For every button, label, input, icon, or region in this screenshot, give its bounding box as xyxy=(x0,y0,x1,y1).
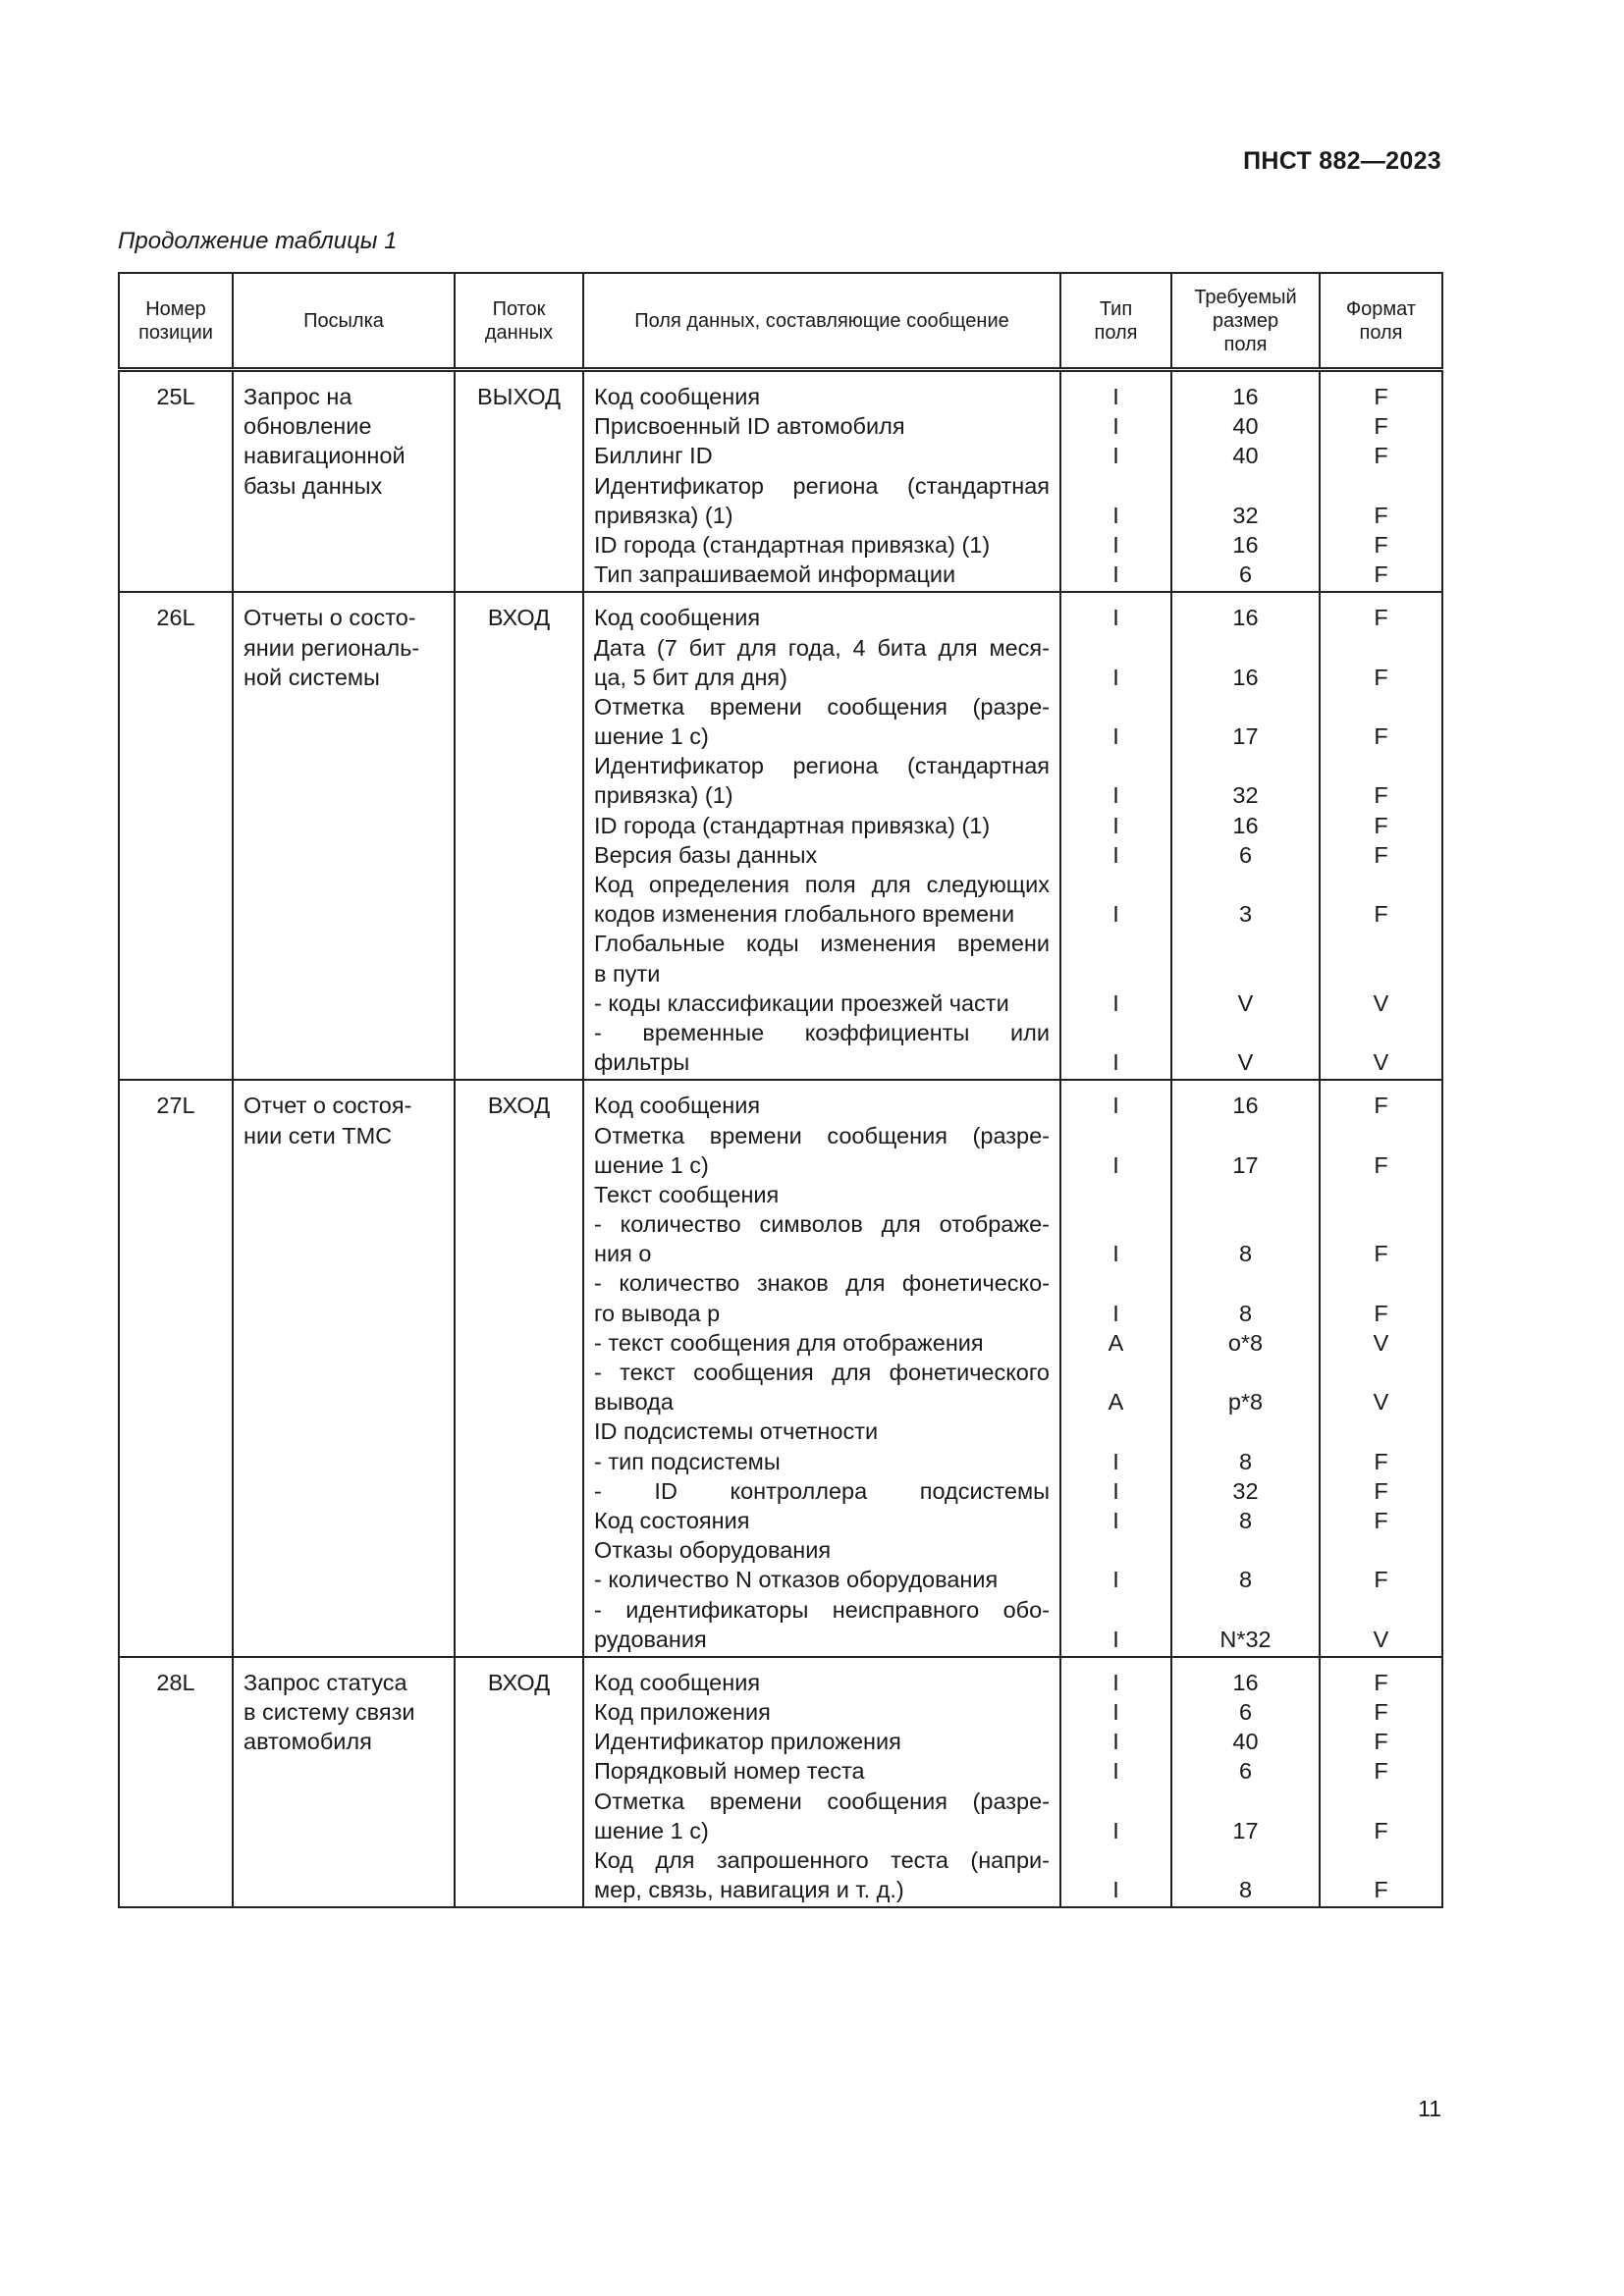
message-text: нии сети ТМС xyxy=(244,1122,393,1148)
data-field: го вывода р xyxy=(594,1300,721,1326)
position-number: 27L xyxy=(156,1093,195,1119)
message-text: Запрос статуса xyxy=(244,1669,407,1695)
field-size: 8 xyxy=(1238,1567,1253,1593)
column-header: Формат поля xyxy=(1320,273,1442,370)
data-field: Присвоенный ID автомобиля xyxy=(594,413,905,440)
field-type xyxy=(1071,692,1161,721)
field-size: 32 xyxy=(1232,782,1259,809)
data-table xyxy=(118,272,1443,1908)
table-row xyxy=(119,592,1442,1080)
table-body xyxy=(119,370,1442,1908)
field-format xyxy=(1330,1358,1432,1387)
field-type: I xyxy=(1112,561,1119,588)
field-format xyxy=(1330,751,1432,780)
position-number: 25L xyxy=(156,384,195,409)
message-cell xyxy=(233,1080,455,1657)
data-field: Отметка времени сообщения (разре- xyxy=(594,1122,1050,1148)
field-type: I xyxy=(1112,384,1119,409)
field-format: V xyxy=(1373,1626,1389,1652)
field-type: I xyxy=(1112,1093,1119,1119)
field-format: F xyxy=(1374,841,1388,868)
field-type-cell xyxy=(1060,1657,1171,1908)
field-size-cell xyxy=(1171,1080,1320,1657)
field-size: o*8 xyxy=(1227,1329,1264,1356)
data-field: Текст сообщения xyxy=(594,1181,780,1207)
position-number-cell xyxy=(119,1657,233,1908)
data-field: Биллинг ID xyxy=(594,443,713,469)
data-field: Код для запрошенного теста (напри- xyxy=(594,1847,1050,1873)
field-size: 16 xyxy=(1232,1093,1259,1119)
table-row xyxy=(119,1657,1442,1908)
data-field: Дата (7 бит для года, 4 бита для меся- xyxy=(594,634,1050,661)
data-field: Глобальные коды изменения времени xyxy=(594,931,1050,957)
field-type xyxy=(1071,751,1161,780)
field-format: F xyxy=(1374,664,1388,690)
document-code: ПНСТ 882—2023 xyxy=(1243,147,1441,175)
message-text: Запрос на xyxy=(244,384,352,409)
data-flow-cell xyxy=(455,1080,583,1657)
data-field: Версия базы данных xyxy=(594,841,818,868)
field-size xyxy=(1182,1535,1309,1565)
field-type: I xyxy=(1112,1477,1119,1504)
field-size: 8 xyxy=(1238,1507,1253,1533)
field-size: 40 xyxy=(1232,1729,1259,1755)
field-size: 3 xyxy=(1238,901,1253,928)
field-size xyxy=(1182,929,1309,958)
field-size: 16 xyxy=(1232,812,1259,838)
field-format xyxy=(1330,959,1432,988)
field-type: I xyxy=(1112,1729,1119,1755)
field-format: V xyxy=(1373,1049,1389,1076)
data-field: ния о xyxy=(594,1241,652,1267)
field-size: V xyxy=(1237,1049,1254,1076)
message-text: базы данных xyxy=(244,472,383,499)
field-format: F xyxy=(1374,901,1388,928)
message-text: янии региональ- xyxy=(244,634,420,661)
field-format: F xyxy=(1374,1151,1388,1178)
field-type: I xyxy=(1112,1758,1119,1785)
field-format: V xyxy=(1373,989,1389,1016)
field-size: 17 xyxy=(1232,1817,1259,1843)
field-type xyxy=(1071,1209,1161,1239)
field-size: 8 xyxy=(1238,1448,1253,1474)
field-format: F xyxy=(1374,1567,1388,1593)
message-text: Отчеты о состо- xyxy=(244,605,416,631)
field-type xyxy=(1071,929,1161,958)
field-size: V xyxy=(1237,989,1254,1016)
data-field: Код сообщения xyxy=(594,605,761,631)
field-type: I xyxy=(1112,1151,1119,1178)
field-format-cell xyxy=(1320,1657,1442,1908)
field-format: F xyxy=(1374,1477,1388,1504)
field-type xyxy=(1071,959,1161,988)
field-type: I xyxy=(1112,664,1119,690)
field-format: F xyxy=(1374,605,1388,631)
message-cell xyxy=(233,592,455,1080)
field-format: F xyxy=(1374,443,1388,469)
field-size: 8 xyxy=(1238,1241,1253,1267)
data-field: Порядковый номер теста xyxy=(594,1758,865,1785)
message-text: в систему связи xyxy=(244,1699,415,1726)
message-text: обновление xyxy=(244,413,372,440)
field-type: I xyxy=(1112,989,1119,1016)
data-field: Идентификатор приложения xyxy=(594,1729,901,1755)
field-type: I xyxy=(1112,1567,1119,1593)
field-type: I xyxy=(1112,502,1119,528)
field-size-cell xyxy=(1171,370,1320,593)
field-format: F xyxy=(1374,1699,1388,1726)
message-text: навигационной xyxy=(244,443,406,469)
field-type-cell xyxy=(1060,1080,1171,1657)
field-type: I xyxy=(1112,782,1119,809)
data-field: шение 1 с) xyxy=(594,1817,709,1843)
field-format xyxy=(1330,1268,1432,1298)
data-field: Код состояния xyxy=(594,1507,750,1533)
field-size-cell xyxy=(1171,592,1320,1080)
field-type: A xyxy=(1108,1329,1124,1356)
field-type: I xyxy=(1112,1049,1119,1076)
field-type: I xyxy=(1112,1448,1119,1474)
data-field: Отказы оборудования xyxy=(594,1537,832,1564)
data-field: - количество N отказов оборудования xyxy=(594,1567,999,1593)
field-size xyxy=(1182,1358,1309,1387)
data-field: шение 1 с) xyxy=(594,723,709,750)
field-type xyxy=(1071,1787,1161,1816)
data-field: - коды классификации проезжей части xyxy=(594,989,1009,1016)
column-header: Требуемый размер поля xyxy=(1171,273,1320,370)
field-format xyxy=(1330,633,1432,663)
data-field: Тип запрашиваемой информации xyxy=(594,561,956,588)
message-cell xyxy=(233,1657,455,1908)
data-field: - тип подсистемы xyxy=(594,1448,781,1474)
field-size xyxy=(1182,870,1309,899)
table-header xyxy=(119,273,1442,370)
field-size: 40 xyxy=(1232,443,1259,469)
field-format: F xyxy=(1374,1448,1388,1474)
field-format: F xyxy=(1374,723,1388,750)
field-format xyxy=(1330,1209,1432,1239)
column-header: Поля данных, составляющие сообщение xyxy=(583,273,1060,370)
position-number-cell xyxy=(119,592,233,1080)
data-field: фильтры xyxy=(594,1049,690,1076)
table-caption: Продолжение таблицы 1 xyxy=(118,228,398,254)
field-size: N*32 xyxy=(1219,1626,1272,1652)
field-type xyxy=(1071,1416,1161,1446)
data-flow-cell xyxy=(455,370,583,593)
data-field: ID города (стандартная привязка) (1) xyxy=(594,812,991,838)
data-field: мер, связь, навигация и т. д.) xyxy=(594,1877,904,1903)
field-format: F xyxy=(1374,1729,1388,1755)
position-number: 28L xyxy=(156,1669,195,1695)
field-format: F xyxy=(1374,1758,1388,1785)
field-format: F xyxy=(1374,812,1388,838)
data-field: Идентификатор региона (стандартная xyxy=(594,472,1050,499)
data-field: привязка) (1) xyxy=(594,782,733,809)
field-size xyxy=(1182,692,1309,721)
field-size xyxy=(1182,1595,1309,1625)
field-size: 32 xyxy=(1232,1477,1259,1504)
field-type xyxy=(1071,633,1161,663)
data-field: - количество знаков для фонетическо- xyxy=(594,1270,1050,1297)
field-format: F xyxy=(1374,531,1388,558)
field-size: 32 xyxy=(1232,502,1259,528)
data-field: привязка) (1) xyxy=(594,502,733,528)
field-format xyxy=(1330,1121,1432,1150)
field-size xyxy=(1182,751,1309,780)
field-type: I xyxy=(1112,413,1119,440)
field-format xyxy=(1330,1595,1432,1625)
field-size: 6 xyxy=(1238,1758,1253,1785)
field-size: p*8 xyxy=(1227,1389,1264,1415)
field-format-cell xyxy=(1320,592,1442,1080)
field-type xyxy=(1071,1595,1161,1625)
field-format-cell xyxy=(1320,370,1442,593)
field-format xyxy=(1330,1018,1432,1047)
field-size: 40 xyxy=(1232,413,1259,440)
field-size xyxy=(1182,959,1309,988)
data-field: - идентификаторы неисправного обо- xyxy=(594,1596,1050,1623)
field-type: I xyxy=(1112,1699,1119,1726)
field-type: I xyxy=(1112,1669,1119,1695)
data-field: - текст сообщения для фонетического xyxy=(594,1360,1050,1385)
data-field: Код приложения xyxy=(594,1699,771,1726)
data-fields-cell xyxy=(583,592,1060,1080)
field-type xyxy=(1071,1358,1161,1387)
field-size-cell xyxy=(1171,1657,1320,1908)
field-format xyxy=(1330,1787,1432,1816)
field-type: I xyxy=(1112,443,1119,469)
field-size xyxy=(1182,1209,1309,1239)
field-size: 16 xyxy=(1232,1669,1259,1695)
field-format: F xyxy=(1374,1669,1388,1695)
field-type-cell xyxy=(1060,370,1171,593)
field-format: F xyxy=(1374,1507,1388,1533)
field-size: 16 xyxy=(1232,531,1259,558)
data-flow: ВХОД xyxy=(487,605,551,631)
field-type xyxy=(1071,1180,1161,1209)
field-type xyxy=(1071,1535,1161,1565)
data-flow: ВХОД xyxy=(487,1093,551,1119)
data-field: рудования xyxy=(594,1626,707,1652)
data-field: шение 1 с) xyxy=(594,1151,709,1178)
field-type: I xyxy=(1112,723,1119,750)
field-size xyxy=(1182,471,1309,501)
data-field: Код определения поля для следующих xyxy=(594,872,1050,897)
field-size: 6 xyxy=(1238,841,1253,868)
data-flow: ВХОД xyxy=(487,1669,551,1695)
field-size: 16 xyxy=(1232,605,1259,631)
message-text: автомобиля xyxy=(244,1729,372,1755)
data-field: Идентификатор региона (стандартная xyxy=(594,753,1050,779)
data-field: Отметка времени сообщения (разре- xyxy=(594,1788,1050,1814)
field-size xyxy=(1182,1018,1309,1047)
field-format xyxy=(1330,471,1432,501)
field-format: F xyxy=(1374,384,1388,409)
data-fields-cell xyxy=(583,1080,1060,1657)
field-format xyxy=(1330,1845,1432,1875)
data-field: ID города (стандартная привязка) (1) xyxy=(594,531,991,558)
field-format: F xyxy=(1374,502,1388,528)
field-size: 16 xyxy=(1232,384,1259,409)
field-type xyxy=(1071,471,1161,501)
data-field: - текст сообщения для отображения xyxy=(594,1329,984,1356)
field-size xyxy=(1182,633,1309,663)
field-type: I xyxy=(1112,812,1119,838)
data-flow-cell xyxy=(455,592,583,1080)
position-number-cell xyxy=(119,370,233,593)
field-format-cell xyxy=(1320,1080,1442,1657)
field-type: I xyxy=(1112,1626,1119,1652)
field-type: I xyxy=(1112,605,1119,631)
field-type-cell xyxy=(1060,592,1171,1080)
field-format: F xyxy=(1374,1093,1388,1119)
field-type xyxy=(1071,1268,1161,1298)
data-field: - временные коэффициенты или xyxy=(594,1019,1050,1045)
column-header: Номер позиции xyxy=(119,273,233,370)
field-size: 8 xyxy=(1238,1877,1253,1903)
data-field: - ID контроллера подсистемы xyxy=(594,1477,1050,1504)
field-type xyxy=(1071,870,1161,899)
field-size xyxy=(1182,1121,1309,1150)
field-format: F xyxy=(1374,561,1388,588)
data-field: вывода xyxy=(594,1389,674,1415)
field-type: I xyxy=(1112,1817,1119,1843)
field-type: I xyxy=(1112,841,1119,868)
data-field: Код сообщения xyxy=(594,1093,761,1119)
data-fields-cell xyxy=(583,370,1060,593)
field-size: 6 xyxy=(1238,1699,1253,1726)
data-flow-cell xyxy=(455,1657,583,1908)
field-size: 17 xyxy=(1232,723,1259,750)
field-size xyxy=(1182,1180,1309,1209)
table-row xyxy=(119,1080,1442,1657)
message-text: Отчет о состоя- xyxy=(244,1093,412,1119)
field-type: I xyxy=(1112,531,1119,558)
table-row xyxy=(119,370,1442,593)
field-format: F xyxy=(1374,1877,1388,1903)
data-field: - количество символов для отображе- xyxy=(594,1211,1050,1238)
message-text: ной системы xyxy=(244,664,380,690)
message-cell xyxy=(233,370,455,593)
field-format xyxy=(1330,1416,1432,1446)
data-field: Код сообщения xyxy=(594,384,761,409)
field-size: 17 xyxy=(1232,1151,1259,1178)
field-format xyxy=(1330,1180,1432,1209)
field-size: 6 xyxy=(1238,561,1253,588)
data-field: кодов изменения глобального времени xyxy=(594,901,1015,928)
field-format: F xyxy=(1374,1817,1388,1843)
field-size: 8 xyxy=(1238,1300,1253,1326)
field-format: V xyxy=(1373,1329,1389,1356)
field-format: F xyxy=(1374,782,1388,809)
data-field: в пути xyxy=(594,960,661,987)
field-type: A xyxy=(1108,1389,1124,1415)
field-format: F xyxy=(1374,1300,1388,1326)
column-header: Поток данных xyxy=(455,273,583,370)
field-size xyxy=(1182,1268,1309,1298)
data-field: Код сообщения xyxy=(594,1669,761,1695)
field-size: 16 xyxy=(1232,664,1259,690)
field-type: I xyxy=(1112,1241,1119,1267)
field-type: I xyxy=(1112,1507,1119,1533)
header-row xyxy=(119,273,1442,370)
data-field: Отметка времени сообщения (разре- xyxy=(594,693,1050,720)
field-format xyxy=(1330,692,1432,721)
field-type xyxy=(1071,1018,1161,1047)
field-type: I xyxy=(1112,1300,1119,1326)
page-number: 11 xyxy=(1418,2096,1441,2121)
position-number: 26L xyxy=(156,605,195,631)
data-field: ца, 5 бит для дня) xyxy=(594,664,787,690)
column-header: Тип поля xyxy=(1060,273,1171,370)
field-type xyxy=(1071,1845,1161,1875)
field-size xyxy=(1182,1845,1309,1875)
data-flow: ВЫХОД xyxy=(476,384,562,409)
field-format: F xyxy=(1374,1241,1388,1267)
field-format: F xyxy=(1374,413,1388,440)
field-format: V xyxy=(1373,1389,1389,1415)
column-header: Посылка xyxy=(233,273,455,370)
field-size xyxy=(1182,1787,1309,1816)
field-format xyxy=(1330,929,1432,958)
position-number-cell xyxy=(119,1080,233,1657)
field-format xyxy=(1330,1535,1432,1565)
data-fields-cell xyxy=(583,1657,1060,1908)
field-type: I xyxy=(1112,1877,1119,1903)
field-type: I xyxy=(1112,901,1119,928)
data-field: ID подсистемы отчетности xyxy=(594,1418,879,1445)
field-format xyxy=(1330,870,1432,899)
field-size xyxy=(1182,1416,1309,1446)
field-type xyxy=(1071,1121,1161,1150)
